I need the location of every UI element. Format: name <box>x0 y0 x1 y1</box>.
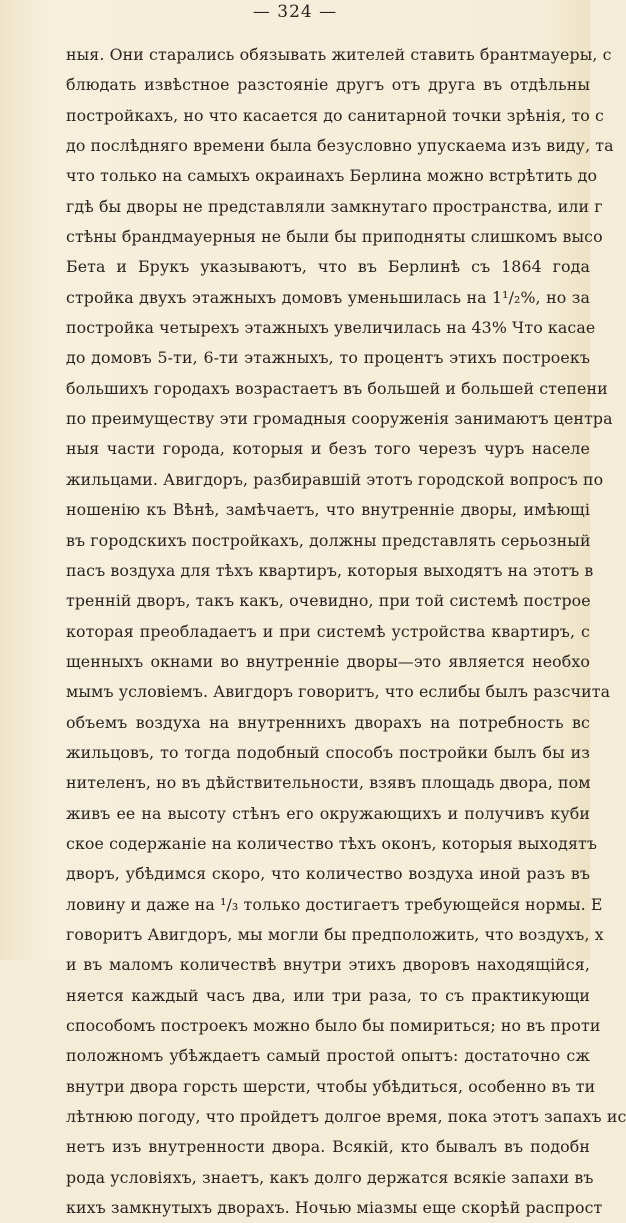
text-line: жильцовъ, то тогда подобный способъ постройки былъ бы из <box>66 742 590 762</box>
text-line: постройкахъ, но что касается до санитарной точки зрѣнія, то с <box>66 105 604 125</box>
text-line: кихъ замкнутыхъ дворахъ. Ночью міазмы еще скорѣй распрост <box>66 1198 603 1218</box>
text-line: тренній дворъ, такъ какъ, очевидно, при той системѣ построе <box>66 591 591 611</box>
text-line: гдѣ бы дворы не представляли замкнутаго пространства, или г <box>66 196 603 216</box>
text-line: до домовъ 5-ти, 6-ти этажныхъ, то процентъ этихъ построекъ <box>66 348 590 368</box>
text-line: ское содержаніе на количество тѣхъ оконъ, которыя выходятъ <box>66 833 597 853</box>
page-number: — 324 — <box>252 2 338 22</box>
text-line: способомъ построекъ можно было бы помириться; но въ проти <box>66 1016 601 1035</box>
text-line: мымъ условіемъ. Авигдоръ говоритъ, что еслибы былъ разсчита <box>66 682 611 702</box>
text-line: ныя части города, которыя и безъ того черезъ чуръ населе <box>66 439 590 459</box>
text-line: жильцами. Авигдоръ, разбиравшій этотъ городской вопросъ по <box>66 469 604 489</box>
text-line: нетъ изъ внутренности двора. Всякій, кто бывалъ въ подобн <box>66 1137 590 1157</box>
text-line: объемъ воздуха на внутреннихъ дворахъ на потребность вс <box>66 712 590 732</box>
text-line: внутри двора горсть шерсти, чтобы убѣдиться, особенно въ ти <box>66 1076 596 1096</box>
text-line: ловину и даже на ¹/₃ только достигаетъ требующейся нормы. Е <box>66 894 603 914</box>
text-line: положномъ убѣждаетъ самый простой опытъ: достаточно сж <box>66 1046 590 1066</box>
text-line: стройка двухъ этажныхъ домовъ уменьшилась на 1¹/₂%, но за <box>66 287 590 307</box>
text-line: пасъ воздуха для тѣхъ квартиръ, которыя выходятъ на этотъ в <box>66 560 594 580</box>
text-line: до послѣдняго времени была безусловно упускаема изъ виду, та <box>66 136 614 156</box>
text-line: нителенъ, но въ дѣйствительности, взявъ площадь двора, пом <box>66 773 591 793</box>
text-line: и въ маломъ количествѣ внутри этихъ дворовъ находящійся, <box>66 955 590 975</box>
text-line: стѣны брандмауерныя не были бы приподняты слишкомъ высо <box>66 227 603 247</box>
text-line: говоритъ Авигдоръ, мы могли бы предположить, что воздухъ, х <box>66 924 604 944</box>
text-line: Бета и Брукъ указываютъ, что въ Берлинѣ съ 1864 года <box>66 257 590 277</box>
text-line: ношенію къ Вѣнѣ, замѣчаетъ, что внутренніе дворы, имѣющі <box>66 500 590 520</box>
body-text <box>66 40 626 1223</box>
text-line: щенныхъ окнами во внутренніе дворы—это является необхо <box>66 651 590 671</box>
text-line: ныя. Они старались обязывать жителей ставить брантмауеры, с <box>66 45 612 64</box>
text-line: няется каждый часъ два, или три раза, то съ практикующи <box>66 985 590 1005</box>
text-line: дворъ, убѣдимся скоро, что количество воздуха иной разъ въ <box>66 864 590 884</box>
text-line: рода условіяхъ, знаетъ, какъ долго держатся всякіе запахи въ <box>66 1167 594 1187</box>
text-line: блюдать извѣстное разстояніе другъ отъ друга въ отдѣльны <box>66 75 590 95</box>
text-line: лѣтнюю погоду, что пройдетъ долгое время, пока этотъ запахъ ис <box>66 1107 626 1127</box>
text-line: которая преобладаетъ и при системѣ устройства квартиръ, с <box>66 621 590 641</box>
text-line: что только на самыхъ окраинахъ Берлина можно встрѣтить до <box>66 166 598 186</box>
text-line: въ городскихъ постройкахъ, должны представлять серьозный <box>66 530 591 550</box>
text-line: по преимуществу эти громадныя сооруженія занимаютъ центра <box>66 409 613 429</box>
text-line: большихъ городахъ возрастаетъ въ большей и большей степени <box>66 378 608 398</box>
text-line: постройка четырехъ этажныхъ увеличилась на 43% Что касае <box>66 318 596 338</box>
text-line: живъ ее на высоту стѣнъ его окружающихъ и получивъ куби <box>66 803 590 823</box>
